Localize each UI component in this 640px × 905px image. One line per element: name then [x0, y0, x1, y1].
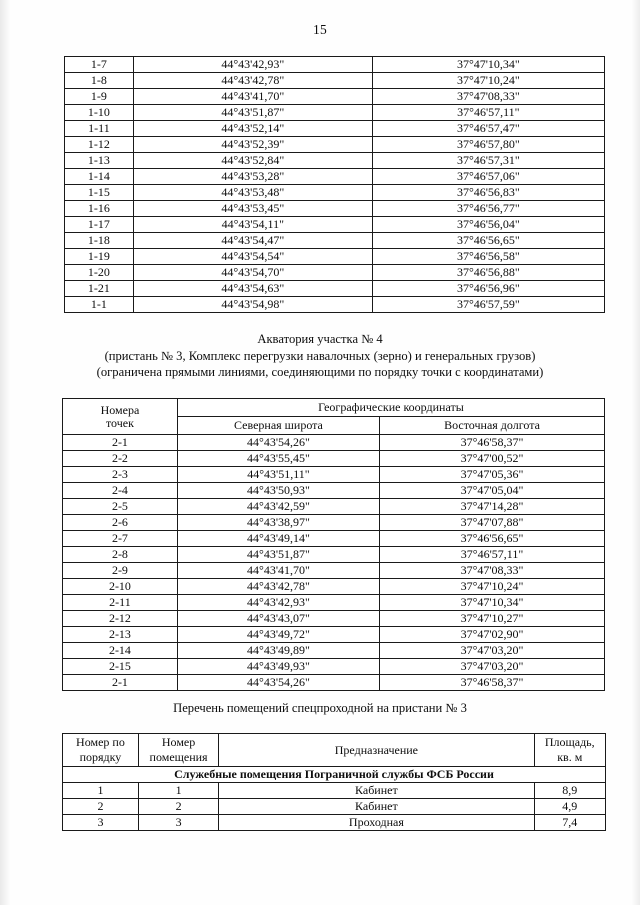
cell-longitude: 37°47'05,04" [380, 483, 605, 499]
cell-longitude: 37°46'56,65" [372, 233, 604, 249]
rooms-list-table [62, 733, 606, 831]
table-row [63, 547, 605, 563]
table-row [65, 121, 605, 137]
table-row [65, 201, 605, 217]
cell-latitude: 44°43'52,14" [133, 121, 372, 137]
cell-longitude: 37°46'57,11" [372, 105, 604, 121]
scan-edge-left [0, 0, 10, 905]
table-row [63, 643, 605, 659]
cell-latitude: 44°43'42,59" [177, 499, 379, 515]
cell-longitude: 37°46'56,04" [372, 217, 604, 233]
table-row [63, 483, 605, 499]
table-row [63, 627, 605, 643]
cell-longitude: 37°47'10,27" [380, 611, 605, 627]
cell-latitude: 44°43'49,93" [177, 659, 379, 675]
table-row [65, 233, 605, 249]
cell-point-number: 1-8 [65, 73, 134, 89]
cell-latitude: 44°43'51,87" [133, 105, 372, 121]
table-row [63, 435, 605, 451]
cell-room-number: 1 [138, 783, 218, 799]
cell-longitude: 37°47'02,90" [380, 627, 605, 643]
scan-edge-right [632, 0, 640, 905]
table-row [65, 185, 605, 201]
cell-area: 7,4 [534, 815, 605, 831]
cell-latitude: 44°43'54,47" [133, 233, 372, 249]
cell-point-number: 1-9 [65, 89, 134, 105]
cell-point-number: 1-7 [65, 57, 134, 73]
page-number: 15 [312, 22, 328, 37]
cell-latitude: 44°43'49,14" [177, 531, 379, 547]
cell-longitude: 37°47'05,36" [380, 467, 605, 483]
header-area [534, 734, 605, 767]
cell-latitude: 44°43'52,39" [133, 137, 372, 153]
table-row [63, 815, 606, 831]
cell-longitude: 37°46'56,65" [380, 531, 605, 547]
cell-point-number: 2-1 [63, 435, 178, 451]
coordinates-table-continued-body [65, 57, 605, 313]
heading-line-2: (пристань № 3, Комплекс перегрузки навалочных (зерно) и генеральных грузов) [104, 348, 536, 363]
cell-longitude: 37°47'00,52" [380, 451, 605, 467]
cell-latitude: 44°43'52,84" [133, 153, 372, 169]
cell-point-number: 2-5 [63, 499, 178, 515]
cell-point-number: 1-15 [65, 185, 134, 201]
rooms-group-title: Служебные помещения Пограничной службы ФСБ России [63, 767, 606, 783]
cell-point-number: 2-3 [63, 467, 178, 483]
table-row [63, 675, 605, 691]
table-row [65, 153, 605, 169]
cell-point-number: 1-19 [65, 249, 134, 265]
table-row [65, 73, 605, 89]
table-row [65, 105, 605, 121]
cell-latitude: 44°43'41,70" [133, 89, 372, 105]
cell-latitude: 44°43'41,70" [177, 563, 379, 579]
header-point-numbers-line2: точек [105, 415, 134, 430]
cell-latitude: 44°43'54,26" [177, 435, 379, 451]
cell-latitude: 44°43'54,11" [133, 217, 372, 233]
table-row [65, 89, 605, 105]
cell-longitude: 37°46'58,37" [380, 435, 605, 451]
table-row [63, 595, 605, 611]
cell-latitude: 44°43'54,63" [133, 281, 372, 297]
cell-longitude: 37°47'08,33" [380, 563, 605, 579]
cell-point-number: 1-21 [65, 281, 134, 297]
cell-latitude: 44°43'53,45" [133, 201, 372, 217]
rooms-list-table-head [63, 734, 606, 767]
cell-purpose: Кабинет [219, 783, 534, 799]
rooms-group-row [63, 767, 606, 783]
cell-point-number: 2-11 [63, 595, 178, 611]
header-room-number-line2: помещения [149, 750, 208, 764]
cell-order-number: 3 [63, 815, 139, 831]
coordinates-table-area-4-head [63, 399, 605, 435]
cell-point-number: 2-2 [63, 451, 178, 467]
table-row [65, 249, 605, 265]
cell-longitude: 37°47'03,20" [380, 659, 605, 675]
header-point-numbers [63, 399, 178, 435]
cell-point-number: 2-10 [63, 579, 178, 595]
cell-longitude: 37°47'10,34" [372, 57, 604, 73]
cell-latitude: 44°43'42,93" [133, 57, 372, 73]
cell-latitude: 44°43'42,93" [177, 595, 379, 611]
cell-latitude: 44°43'53,28" [133, 169, 372, 185]
cell-point-number: 1-14 [65, 169, 134, 185]
cell-longitude: 37°47'14,28" [380, 499, 605, 515]
cell-latitude: 44°43'38,97" [177, 515, 379, 531]
cell-latitude: 44°43'42,78" [133, 73, 372, 89]
section-heading-area-4 [0, 331, 640, 381]
table-row [63, 499, 605, 515]
heading-line-1: Акватория участка № 4 [257, 332, 383, 346]
heading-rooms-line-1: Перечень помещений спецпроходной на пристани № 3 [173, 701, 467, 715]
header-geographic-coordinates: Географические координаты [177, 399, 604, 417]
table-row [65, 169, 605, 185]
rooms-header-row [63, 734, 606, 767]
cell-longitude: 37°46'57,06" [372, 169, 604, 185]
cell-point-number: 1-11 [65, 121, 134, 137]
coordinates-table-continued [64, 56, 605, 313]
cell-point-number: 1-16 [65, 201, 134, 217]
coordinates-table-area-4-body [63, 435, 605, 691]
table-row [63, 451, 605, 467]
header-room-number [138, 734, 218, 767]
cell-longitude: 37°47'07,88" [380, 515, 605, 531]
table-header-row-group [63, 399, 605, 417]
cell-longitude: 37°47'10,24" [380, 579, 605, 595]
cell-latitude: 44°43'53,48" [133, 185, 372, 201]
cell-order-number: 2 [63, 799, 139, 815]
cell-room-number: 3 [138, 815, 218, 831]
header-order-number-line1: Номер по [76, 735, 125, 749]
cell-point-number: 2-8 [63, 547, 178, 563]
cell-point-number: 2-1 [63, 675, 178, 691]
table-row [63, 563, 605, 579]
cell-latitude: 44°43'54,70" [133, 265, 372, 281]
cell-latitude: 44°43'43,07" [177, 611, 379, 627]
cell-longitude: 37°46'56,88" [372, 265, 604, 281]
cell-purpose: Кабинет [219, 799, 534, 815]
table-row [63, 659, 605, 675]
cell-point-number: 2-9 [63, 563, 178, 579]
cell-longitude: 37°46'56,77" [372, 201, 604, 217]
cell-latitude: 44°43'49,89" [177, 643, 379, 659]
table-row [63, 611, 605, 627]
header-purpose: Предназначение [219, 734, 534, 767]
cell-longitude: 37°46'58,37" [380, 675, 605, 691]
cell-longitude: 37°46'57,31" [372, 153, 604, 169]
table-row [65, 281, 605, 297]
cell-longitude: 37°46'56,58" [372, 249, 604, 265]
cell-point-number: 1-13 [65, 153, 134, 169]
cell-longitude: 37°46'57,11" [380, 547, 605, 563]
cell-latitude: 44°43'51,87" [177, 547, 379, 563]
cell-longitude: 37°46'56,83" [372, 185, 604, 201]
cell-longitude: 37°46'57,59" [372, 297, 604, 313]
cell-point-number: 2-13 [63, 627, 178, 643]
cell-longitude: 37°46'57,80" [372, 137, 604, 153]
table-row [65, 137, 605, 153]
cell-point-number: 2-15 [63, 659, 178, 675]
rooms-list-table-body [63, 767, 606, 831]
cell-longitude: 37°47'08,33" [372, 89, 604, 105]
cell-latitude: 44°43'54,98" [133, 297, 372, 313]
cell-point-number: 1-20 [65, 265, 134, 281]
cell-latitude: 44°43'51,11" [177, 467, 379, 483]
header-room-number-line1: Номер [161, 735, 196, 749]
table-row [65, 297, 605, 313]
table-row [63, 467, 605, 483]
cell-latitude: 44°43'49,72" [177, 627, 379, 643]
table-row [65, 217, 605, 233]
header-area-line1: Площадь, [544, 735, 595, 749]
cell-order-number: 1 [63, 783, 139, 799]
header-point-numbers-line1: Номера [100, 402, 140, 417]
table-row [65, 57, 605, 73]
table-row [63, 531, 605, 547]
table-row [63, 783, 606, 799]
header-north-latitude: Северная широта [177, 417, 379, 435]
cell-purpose: Проходная [219, 815, 534, 831]
cell-latitude: 44°43'54,54" [133, 249, 372, 265]
cell-point-number: 1-1 [65, 297, 134, 313]
cell-point-number: 1-17 [65, 217, 134, 233]
cell-latitude: 44°43'50,93" [177, 483, 379, 499]
cell-point-number: 1-10 [65, 105, 134, 121]
heading-line-3: (ограничена прямыми линиями, соединяющими по порядку точки с координатами) [96, 365, 544, 379]
cell-latitude: 44°43'42,78" [177, 579, 379, 595]
header-area-line2: кв. м [557, 750, 583, 764]
table-row [63, 799, 606, 815]
cell-latitude: 44°43'55,45" [177, 451, 379, 467]
cell-point-number: 2-4 [63, 483, 178, 499]
table-row [63, 515, 605, 531]
cell-point-number: 2-7 [63, 531, 178, 547]
cell-longitude: 37°47'10,34" [380, 595, 605, 611]
cell-point-number: 2-6 [63, 515, 178, 531]
coordinates-table-area-4 [62, 398, 605, 691]
header-order-number [63, 734, 139, 767]
cell-longitude: 37°47'03,20" [380, 643, 605, 659]
header-east-longitude: Восточная долгота [380, 417, 605, 435]
cell-point-number: 1-18 [65, 233, 134, 249]
cell-area: 8,9 [534, 783, 605, 799]
table-row [63, 579, 605, 595]
cell-latitude: 44°43'54,26" [177, 675, 379, 691]
cell-point-number: 2-14 [63, 643, 178, 659]
cell-room-number: 2 [138, 799, 218, 815]
section-heading-rooms [0, 700, 640, 717]
cell-longitude: 37°47'10,24" [372, 73, 604, 89]
cell-longitude: 37°46'56,96" [372, 281, 604, 297]
cell-area: 4,9 [534, 799, 605, 815]
cell-longitude: 37°46'57,47" [372, 121, 604, 137]
cell-point-number: 2-12 [63, 611, 178, 627]
cell-point-number: 1-12 [65, 137, 134, 153]
table-row [65, 265, 605, 281]
header-order-number-line2: порядку [79, 750, 122, 764]
